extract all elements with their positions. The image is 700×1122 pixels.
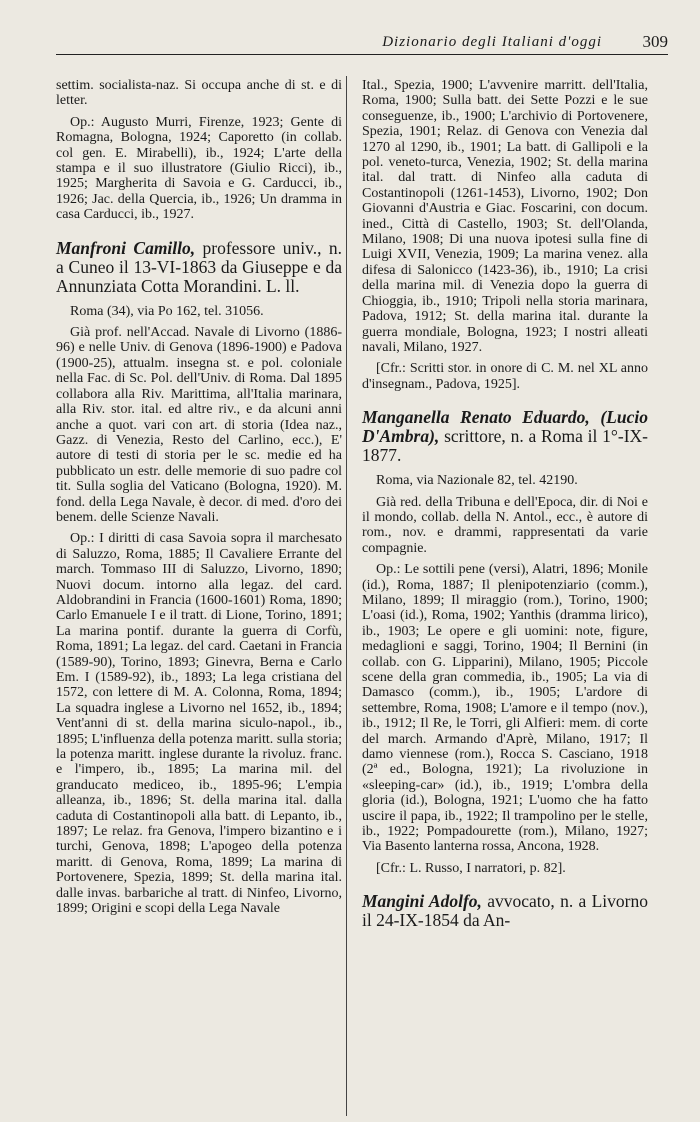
headword-details: professore univ., n. a Cuneo il 13-VI-1863 da Giuseppe e da Annunziata Cotta Morandini. L. ll.: [56, 237, 342, 296]
entry-biography: Già red. della Tribuna e dell'Epoca, dir. di Noi e il mondo, collab. della N. Antol., ecc., è autore di rom., nov. e drammi, rappresentati da varie compagnie.: [362, 494, 648, 556]
running-title: Dizionario degli Italiani d'oggi: [382, 34, 602, 50]
bibliographic-reference: [Cfr.: Scritti stor. in onore di C. M. nel XL anno d'insegnam., Padova, 1925].: [362, 361, 648, 392]
page-number: 309: [642, 32, 668, 51]
entry-address: Roma, via Nazionale 82, tel. 42190.: [376, 473, 578, 489]
entry-headword-manganella: [362, 408, 648, 465]
works-list: Op.: Augusto Murri, Firenze, 1923; Gente di Romagna, Bologna, 1924; Caporetto (in collab. col gen. E. Mirabelli), ib., 1924; L'arte della stampa e il suo illustratore (Giulio Ricci), ib., 1925; Margherita di Savoia e G. Carducci, ib., 1926; Jac. della Quercia, ib., 1926; Un dramma in casa Carducci, ib., 1927.: [56, 114, 342, 223]
column-divider: [346, 76, 347, 1116]
headword-name: Mangini Adolfo,: [362, 891, 482, 912]
headword-details: scrittore, n. a Roma il 1°-IX-1877.: [362, 426, 648, 466]
entry-address: Roma (34), via Po 162, tel. 31056.: [70, 303, 264, 319]
entry-biography: Già prof. nell'Accad. Navale di Livorno (1886-96) e nelle Univ. di Genova (1896-1900) e Padova (1900-25), attualm. insegna st. e pol. coloniale nella Fac. di Sc. Pol. dell'Univ. di Roma. Dal 1895 collabora alla Riv. Marittima, all'Italia marinara, alla Riv. stor. ital. ed altre riv., e da alcuni anni anche a quot. vari con art. di storia (Idea naz., Gazz. di Venezia, Resto del Carlino, ecc.), E' autore di testi di storia per le sc. medie ed ha pubblicato un estr. delle memorie di suo padre col tit. Sulla soglia del Vaticano (Bologna, 1920). M. fond. della Lega Navale, è decor. di med. d'oro dei benem. delle Scienze Navali.: [56, 325, 342, 525]
entry-continuation: settim. socialista-naz. Si occupa anche di st. e di letter.: [56, 78, 342, 109]
left-column: [56, 78, 342, 923]
headword-alias: (Lucio D'Ambra),: [362, 407, 648, 447]
works-list-continuation: Ital., Spezia, 1900; L'avvenire marritt. dell'Italia, Roma, 1900; Sulla batt. dei Sette Pozzi e le sue conseguenze, ib., 1900; L'archivio di Portovenere, Spezia, 1901; Relaz. di Genova con Venezia dal 1270 al 1290, ib., 1901; La batt. di Gallipoli e la pol. veneto-turca, Venezia, 1902; St. della marina ital. dal tratt. di Ninfeo alla caduta di Costantinopoli (1261-1453), Livorno, 1902; Don Giovanni d'Austria e Giac. Foscarini, con docum. ined., Città di Castello, 1903; St. dell'Olanda, Milano, 1908; Di una nuova ipotesi sulla fine di Luigi XVII, Venezia, 1909; La marina venez. alla difesa di Salonicco (1423-36), ib., 1910; La crisi della marina mil. di Venezia dopo la guerra di Chioggia, ib., 1910; Tripoli nella storia marinara, Padova, 1912; St. della marina ital. durante la guerra mondiale, Bologna, 1923; I nostri alleati navali, Milano, 1927.: [362, 78, 648, 355]
headword-name: Manfroni Camillo,: [56, 237, 196, 258]
entry-headword-manfroni: [56, 239, 342, 296]
right-column: [362, 78, 648, 938]
entry-headword-mangini: [362, 892, 648, 930]
works-list: Op.: I diritti di casa Savoia sopra il marchesato di Saluzzo, Roma, 1885; Il Cavaliere Errante del march. Tommaso III di Saluzzo, Livorno, 1890; Nuovi docum. intorno alla legaz. del card. Aldobrandini in Francia (1600-1601) Roma, 1890; Carlo Emanuele I e il tratt. di Lione, Torino, 1891; La marina pontif. durante la guerra di Corfù, Roma, 1891; La legaz. del card. Caetani in Francia (1589-90), Torino, 1893; Ginevra, Berna e Carlo Em. I (1589-92), ib., 1893; La lega cristiana del 1572, con lettere di M. A. Colonna, Roma, 1894; La squadra inglese a Livorno nel 1652, ib., 1894; Vent'anni di st. della marina siculo-napol., ib., 1895; L'influenza della potenza maritt. sulla storia; la potenza maritt. inglese durante la rivoluz. franc. e l'impero, ib., 1895; La marina mil. del granducato mediceo, ib., 1895-96; L'empia alleanza, ib., 1896; St. della marina ital. dalla caduta di Costantinopoli alla batt. di Lepanto, ib., 1897; Le relaz. fra Genova, l'impero bizantino e i turchi, Genova, 1898; L'apogeo della potenza maritt. di Genova, Roma, 1899; La marina di Portovenere, Spezia, 1899; St. della marina ital. dalle invas. barbariche al tratt. di Ninfeo, Livorno, 1899; Origini e scopi della Lega Navale: [56, 531, 342, 917]
running-header: [56, 30, 668, 55]
headword-name: Manganella Renato Eduardo,: [362, 407, 590, 428]
bibliographic-reference: [Cfr.: L. Russo, I narratori, p. 82].: [376, 860, 566, 876]
works-list: Op.: Le sottili pene (versi), Alatri, 1896; Monile (id.), Roma, 1887; Il plenipotenziario (comm.), Milano, 1899; Il miraggio (rom.), Torino, 1900; L'oasi (id.), Roma, 1902; Yanthis (dramma lirico), ib., 1903; Le opere e gli uomini: note, figure, medaglioni e saggi, Torino, 1904; Il Bernini (in collab. con G. Lipparini), Milano, 1905; Piccole scene della gran commedia, ib., 1905; La via di Damasco (comm.), ib., 1905; L'ardore di settembre, Roma, 1908; L'amore e il tempo (nov.), ib., 1912; Il Re, le Torri, gli Alfieri: mem. di corte del march. Armando d'Aprè, Milano, 1917; Il damo viennese (rom.), Rocca S. Casciano, 1918 (2ª ed., Bologna, 1921); La rivoluzione in «sleeping-car» (id.), ib., 1919; L'ombra della gloria (id.), Bologna, 1921; L'uomo che ha fatto uscire il papa, ib., 1922; Il trampolino per le stelle, ib., 1922; Pompadourette (rom.), Milano, 1927; Via Basento lanterna rossa, Ancona, 1928.: [362, 562, 648, 855]
headword-details: avvocato, n. a Livorno il 24-IX-1854 da An-: [362, 891, 648, 931]
